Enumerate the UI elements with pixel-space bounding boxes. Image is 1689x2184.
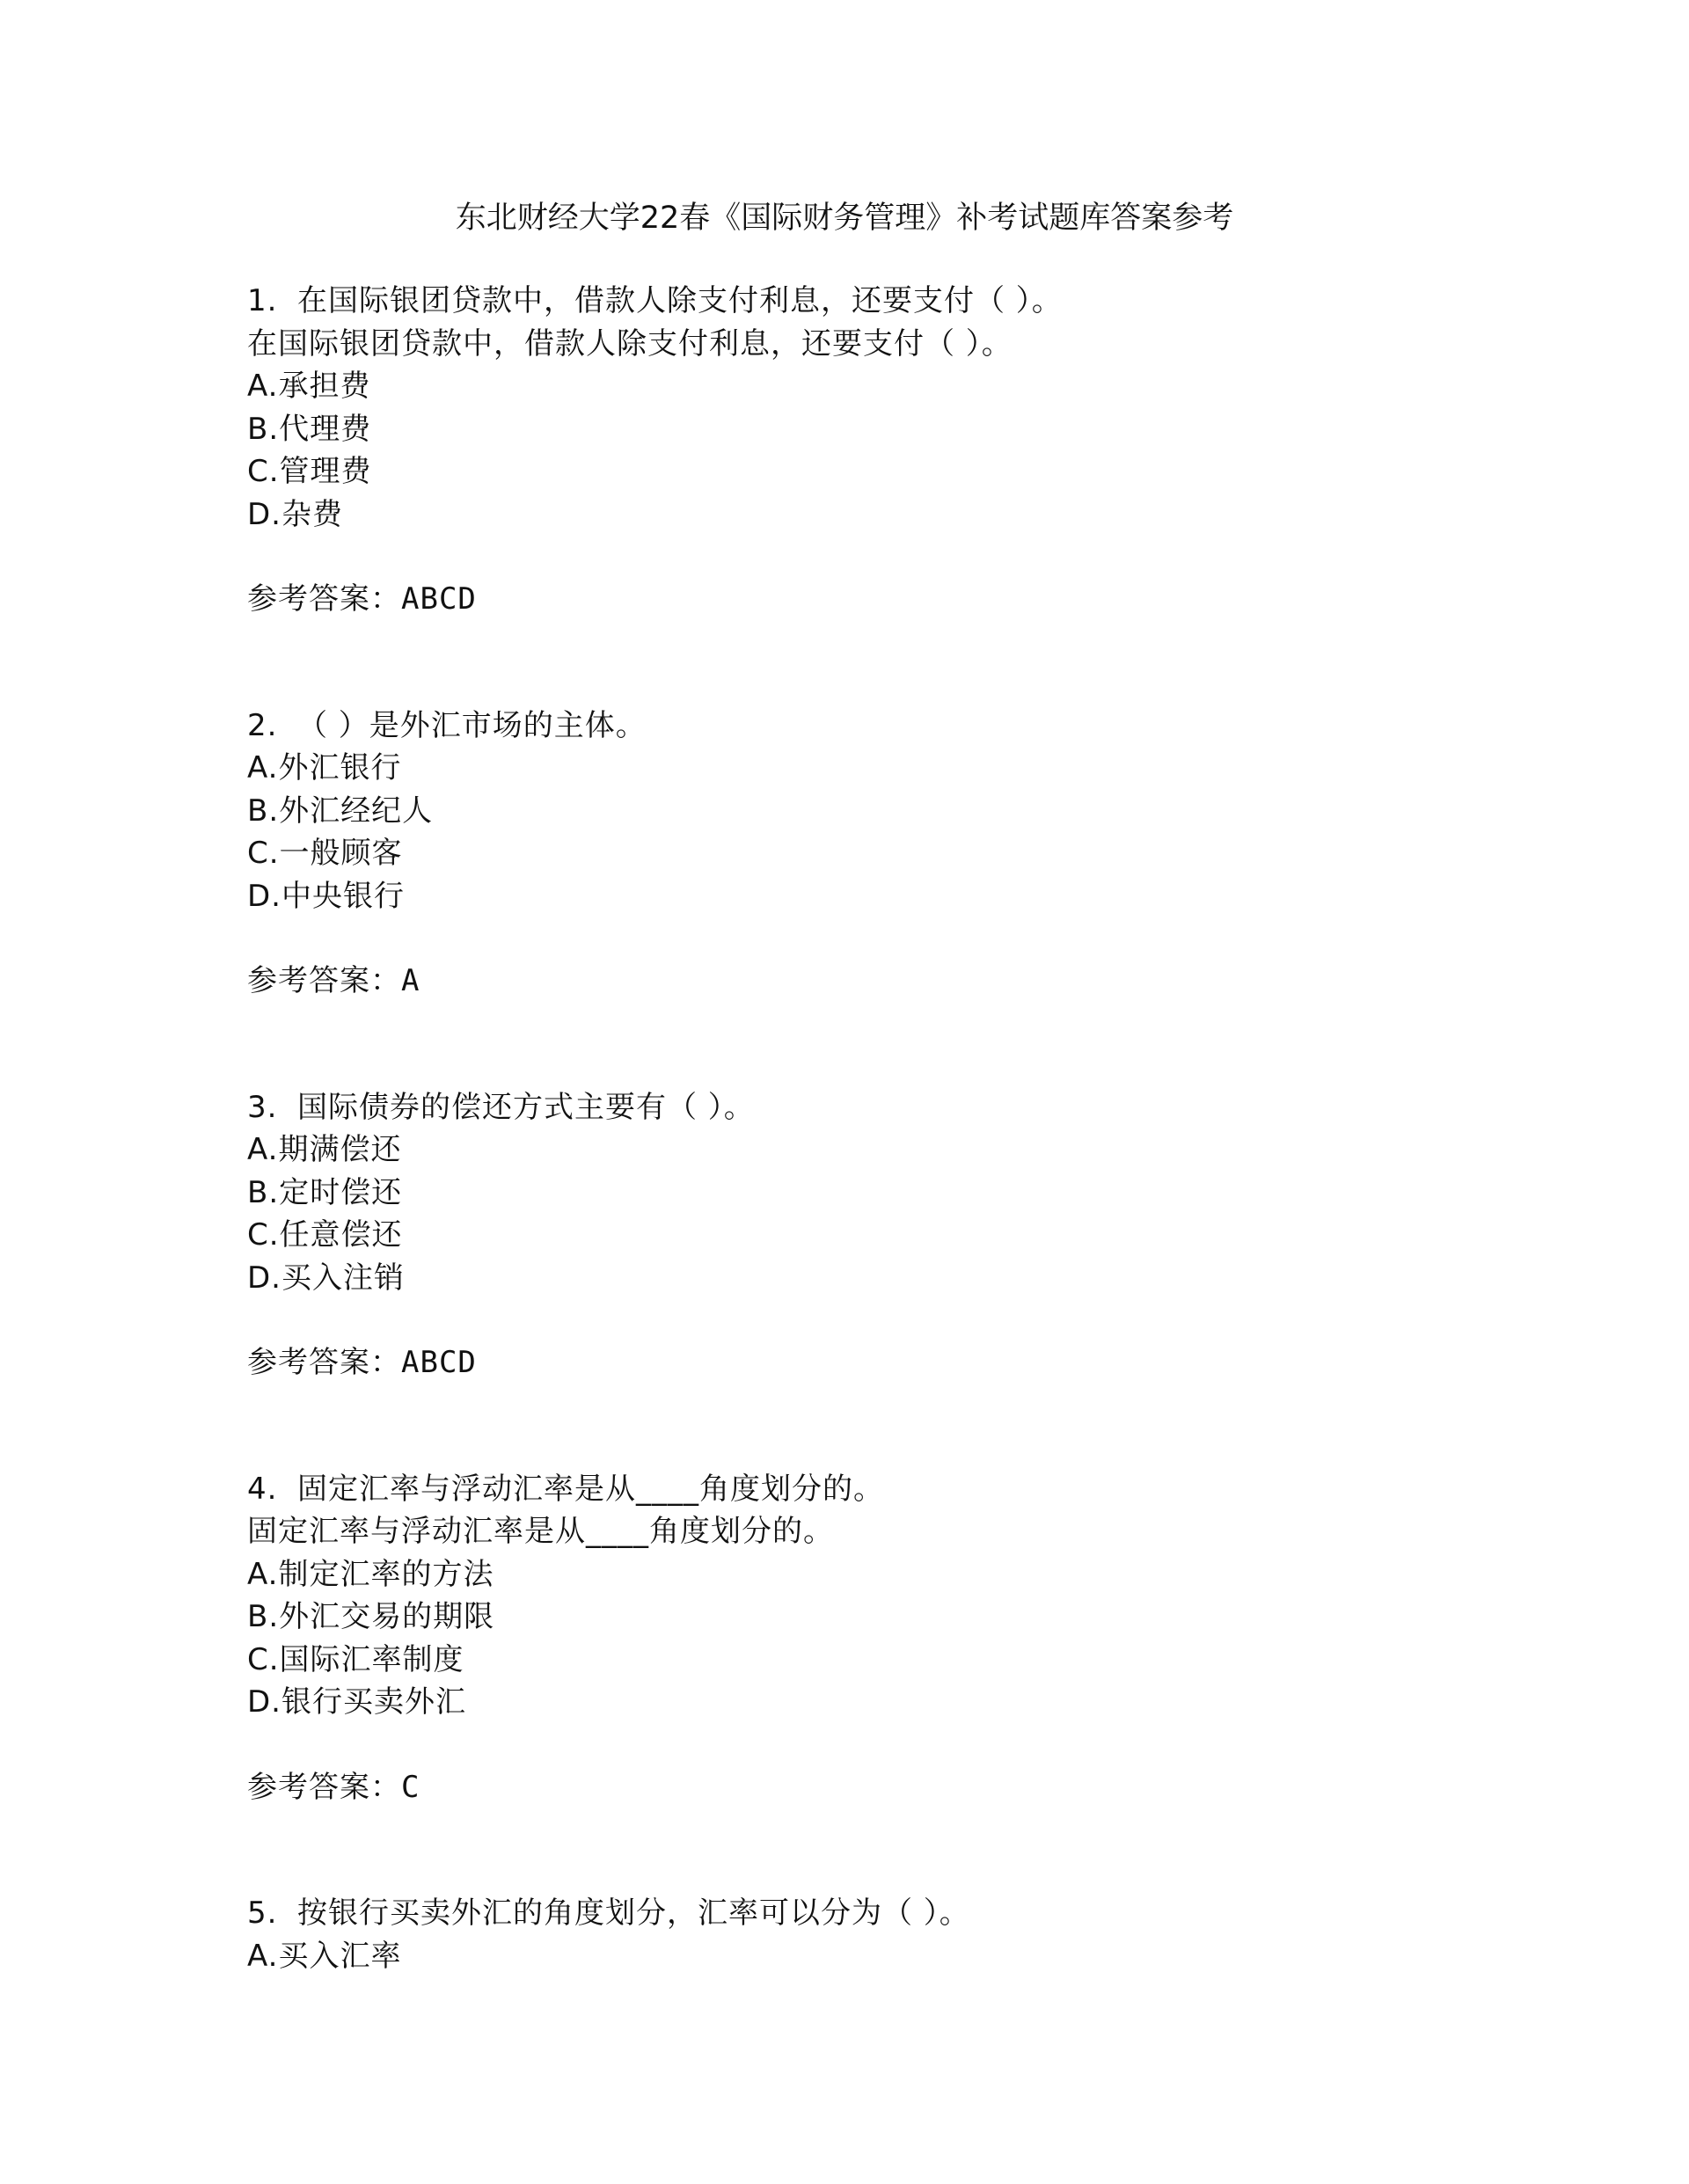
- answer-value: ABCD: [401, 1345, 477, 1380]
- question-text: 国际债券的偿还方式主要有（ ）。: [297, 1089, 755, 1125]
- option-c: C.管理费: [247, 454, 372, 489]
- question-number: 5.: [247, 1895, 278, 1931]
- question-stem: [247, 280, 1567, 323]
- answer-value: A: [401, 963, 420, 998]
- question-text: 按银行买卖外汇的角度划分，汇率可以分为（ ）。: [297, 1895, 970, 1931]
- option-d: D.中央银行: [247, 878, 405, 914]
- option-a: A.制定汇率的方法: [247, 1556, 494, 1592]
- answer-label: 参考答案：: [247, 963, 401, 998]
- question-3: [247, 1086, 1567, 1384]
- reference-answer: [247, 960, 1567, 1003]
- option-c: C.任意偿还: [247, 1217, 403, 1253]
- question-restatement: 固定汇率与浮动汇率是从____角度划分的。: [247, 1514, 834, 1549]
- question-1: [247, 280, 1567, 621]
- option-d: D.买入注销: [247, 1260, 405, 1296]
- answer-label: 参考答案：: [247, 1345, 401, 1380]
- question-list: [247, 280, 1567, 2014]
- question-5: [247, 1892, 1567, 1977]
- question-text: 固定汇率与浮动汇率是从____角度划分的。: [297, 1471, 884, 1507]
- question-2: [247, 705, 1567, 1003]
- option-d: D.银行买卖外汇: [247, 1684, 466, 1720]
- answer-value: ABCD: [401, 581, 477, 617]
- question-number: 4.: [247, 1471, 278, 1507]
- reference-answer: [247, 1766, 1567, 1809]
- option-c: C.国际汇率制度: [247, 1641, 464, 1677]
- reference-answer: [247, 1341, 1567, 1384]
- question-number: 1.: [247, 283, 278, 318]
- option-a: A.买入汇率: [247, 1938, 402, 1974]
- option-b: B.定时偿还: [247, 1174, 403, 1210]
- answer-label: 参考答案：: [247, 1769, 401, 1805]
- option-a: A.承担费: [247, 369, 371, 404]
- option-a: A.期满偿还: [247, 1132, 402, 1167]
- option-b: B.外汇经纪人: [247, 793, 434, 829]
- option-d: D.杂费: [247, 496, 343, 532]
- question-text: 在国际银团贷款中，借款人除支付利息，还要支付（ ）。: [297, 283, 1063, 318]
- question-stem: [247, 705, 1567, 748]
- question-text: （ ）是外汇市场的主体。: [297, 707, 647, 743]
- answer-label: 参考答案：: [247, 581, 401, 617]
- option-b: B.外汇交易的期限: [247, 1599, 495, 1634]
- option-a: A.外汇银行: [247, 750, 402, 785]
- question-number: 3.: [247, 1089, 278, 1125]
- question-number: 2.: [247, 707, 278, 743]
- reference-answer: [247, 578, 1567, 621]
- answer-value: C: [401, 1769, 420, 1805]
- question-stem: [247, 1468, 1567, 1511]
- page-title: 东北财经大学22春《国际财务管理》补考试题库答案参考: [455, 201, 1234, 236]
- question-4: [247, 1468, 1567, 1809]
- question-stem: [247, 1086, 1567, 1129]
- option-b: B.代理费: [247, 411, 372, 447]
- question-restatement: 在国际银团贷款中，借款人除支付利息，还要支付（ ）。: [247, 325, 1013, 362]
- option-c: C.一般顾客: [247, 836, 403, 871]
- question-stem: [247, 1892, 1567, 1935]
